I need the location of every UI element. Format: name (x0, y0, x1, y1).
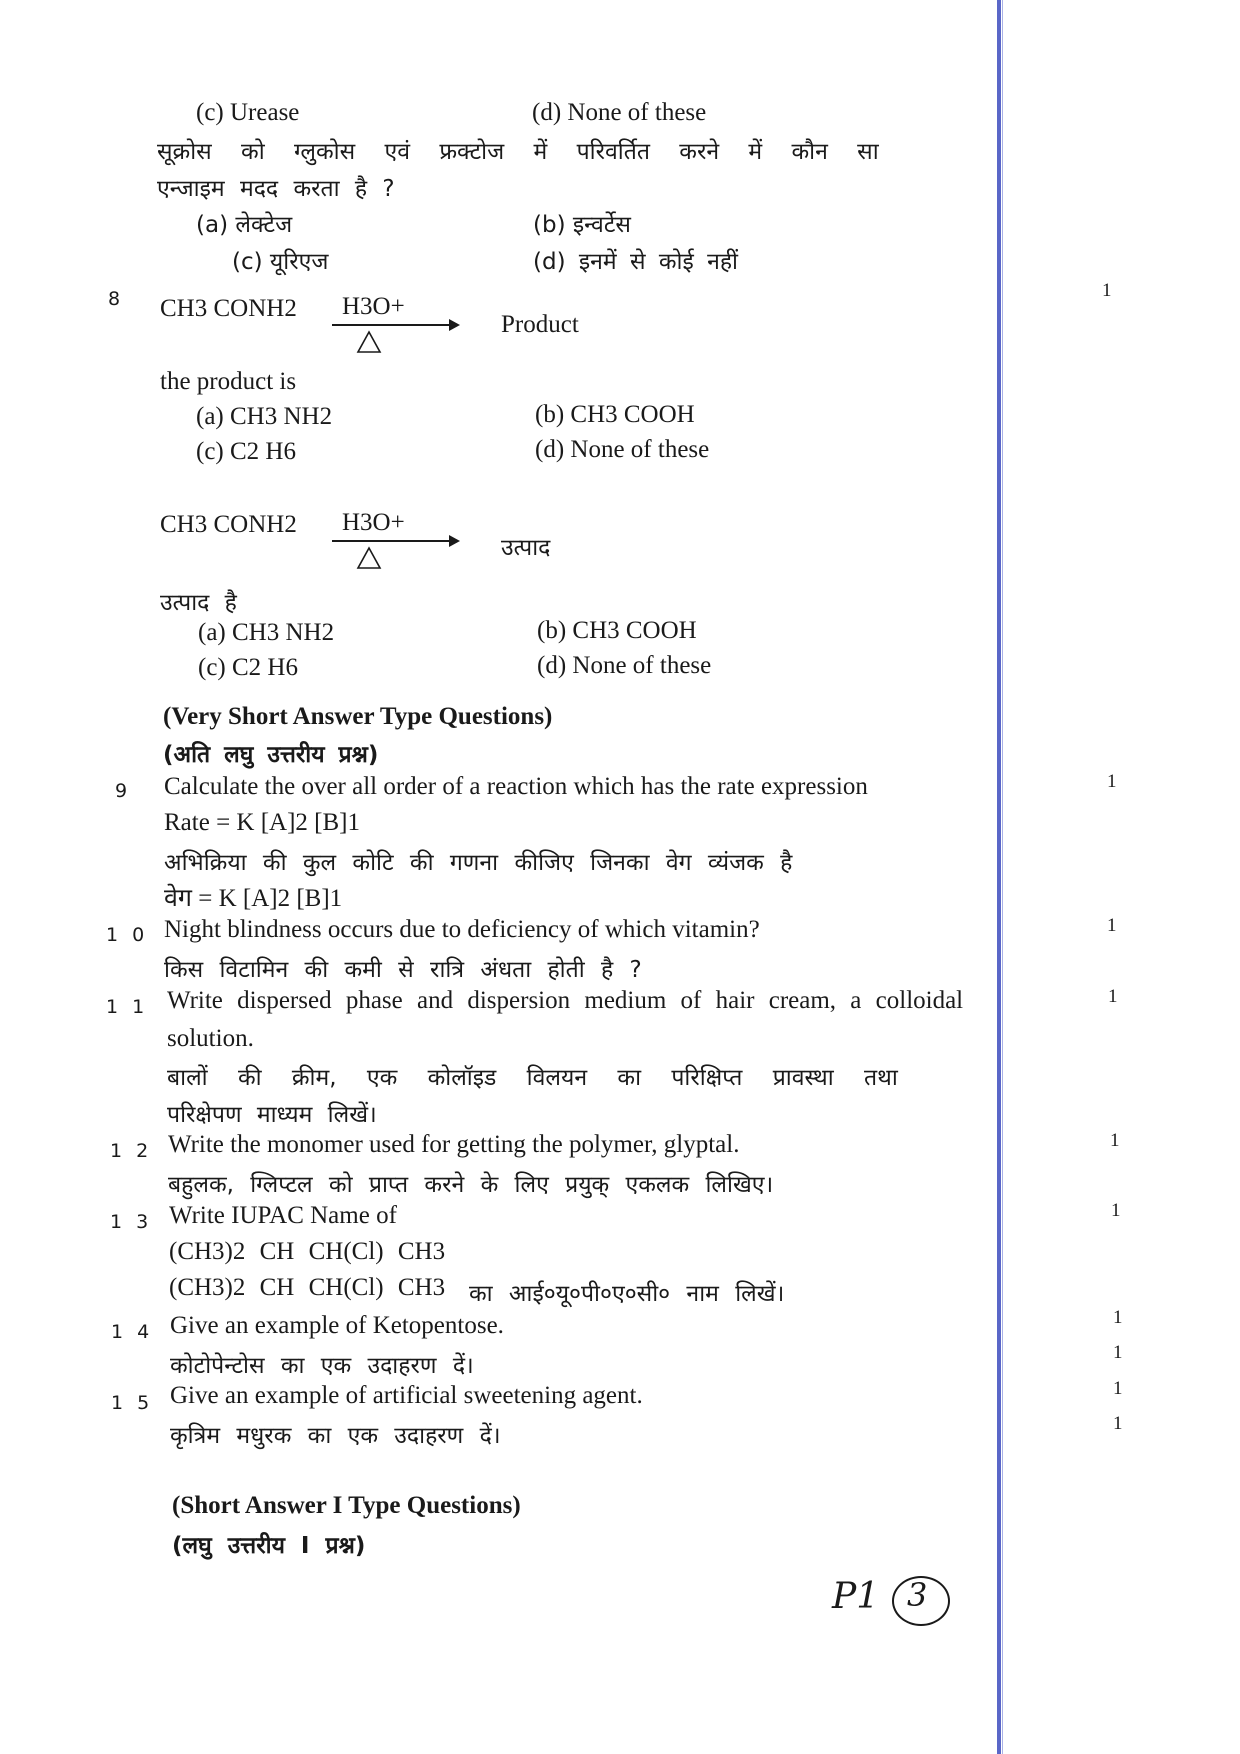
q10-text-en: Night blindness occurs due to deficiency of which vitamin? (164, 916, 760, 943)
reaction-arrow (332, 324, 458, 326)
q8-product-en: Product (501, 311, 579, 338)
q13-text-hi: का आई०यू०पी०ए०सी० नाम लिखें। (469, 1281, 785, 1307)
q8-stem-hi: उत्पाद है (160, 590, 237, 616)
q14-text-en: Give an example of Ketopentose. (170, 1312, 504, 1339)
q8-option-d-en: (d) None of these (535, 436, 710, 463)
q11-number: 1 1 (106, 996, 149, 1018)
q8-stem-en: the product is (160, 368, 297, 395)
q8-reactant-hi-version: CH3 CONH2 (160, 511, 297, 538)
q9-rate-hi: वेग = K [A]2 [B]1 (164, 885, 343, 912)
q8-number: 8 (108, 288, 125, 310)
q8-option-b-hi-version: (b) CH3 COOH (537, 617, 697, 644)
q14-text-hi: कोटोपेन्टोस का एक उदाहरण दें। (170, 1353, 474, 1379)
section-vsa-title-hi: (अति लघु उत्तरीय प्रश्न) (163, 742, 379, 768)
q8-option-a-hi-version: (a) CH3 NH2 (198, 619, 335, 646)
q12-number: 1 2 (110, 1140, 153, 1162)
margin-line-shadow (1002, 0, 1003, 1754)
q12-text-hi: बहुलक, ग्लिप्टल को प्राप्त करने के लिए प्रयुक् एकलक लिखिए। (168, 1172, 774, 1198)
q9-rate-en: Rate = K [A]2 [B]1 (164, 809, 360, 836)
q15-text-en: Give an example of artificial sweetening agent. (170, 1382, 643, 1409)
q7-option-b-hi: (b) इन्वर्टेस (533, 212, 631, 238)
q8-reactant: CH3 CONH2 (160, 295, 297, 322)
q11-text-en-line2: solution. (167, 1025, 254, 1052)
q8-option-c-hi-version: (c) C2 H6 (198, 654, 298, 681)
q8-option-a-en: (a) CH3 NH2 (196, 403, 333, 430)
q8-product-hi: उत्पाद (501, 535, 551, 561)
q7-option-c-hi: (c) यूरिएज (232, 249, 329, 275)
q11-text-en-line1: Write dispersed phase and dispersion medium of hair cream, a colloidal (167, 987, 964, 1014)
section-sa1-title-hi: (लघु उत्तरीय I प्रश्न) (172, 1533, 366, 1559)
q15-mark: 1 (1113, 1413, 1123, 1434)
q8-option-c-en: (c) C2 H6 (196, 438, 296, 465)
handwritten-initials: P1 (832, 1576, 880, 1617)
q14-mark: 1 (1113, 1307, 1123, 1328)
section-vsa-title-en: (Very Short Answer Type Questions) (163, 703, 553, 730)
q7-option-d-en: (d) None of these (532, 99, 707, 126)
q15-mark: 1 (1113, 1378, 1123, 1399)
q13-formula: (CH3)2 CH CH(Cl) CH3 (169, 1238, 446, 1265)
q7-option-a-hi: (a) लेक्टेज (196, 212, 293, 238)
q11-text-hi-line1: बालों की क्रीम, एक कोलॉइड विलयन का परिक्षिप्त प्रावस्था तथा (167, 1065, 898, 1091)
q12-mark: 1 (1110, 1130, 1120, 1151)
q11-mark: 1 (1108, 986, 1118, 1007)
q8-reagent-hi-version: H3O+ (342, 509, 405, 536)
q11-text-hi-line2: परिक्षेपण माध्यम लिखें। (167, 1102, 377, 1128)
reaction-arrow-hi-version (332, 540, 458, 542)
q7-question-hi-line2: एन्जाइम मदद करता है ? (157, 176, 395, 202)
margin-line (997, 0, 1001, 1754)
q9-text-hi: अभिक्रिया की कुल कोटि की गणना कीजिए जिनका वेग व्यंजक है (164, 850, 793, 876)
q9-text-en: Calculate the over all order of a reaction which has the rate expression (164, 773, 868, 800)
q8-reagent: H3O+ (342, 293, 405, 320)
handwritten-page-number: 3 (907, 1576, 928, 1614)
q13-text-en: Write IUPAC Name of (169, 1202, 397, 1229)
q7-option-c-en: (c) Urease (196, 99, 300, 126)
q13-mark: 1 (1111, 1200, 1121, 1221)
q7-question-hi-line1: सूक्रोस को ग्लुकोस एवं फ्रक्टोज में परिवर्तित करने में कौन सा (157, 139, 879, 165)
q8-option-b-en: (b) CH3 COOH (535, 401, 695, 428)
q10-text-hi: किस विटामिन की कमी से रात्रि अंधता होती है ? (164, 957, 642, 983)
q14-mark: 1 (1113, 1342, 1123, 1363)
q15-number: 1 5 (111, 1392, 154, 1414)
q10-number: 1 0 (106, 924, 149, 946)
q10-mark: 1 (1107, 915, 1117, 936)
q9-mark: 1 (1107, 771, 1117, 792)
q7-option-d-hi: (d) इनमें से कोई नहीं (533, 249, 738, 275)
q8-mark: 1 (1102, 280, 1112, 301)
section-sa1-title-en: (Short Answer I Type Questions) (172, 1492, 521, 1519)
q15-text-hi: कृत्रिम मधुरक का एक उदाहरण दें। (170, 1423, 501, 1449)
q13-formula-hi-version: (CH3)2 CH CH(Cl) CH3 (169, 1274, 446, 1301)
q9-number: 9 (115, 780, 132, 802)
q13-number: 1 3 (110, 1211, 153, 1233)
q14-number: 1 4 (111, 1321, 154, 1343)
q8-option-d-hi-version: (d) None of these (537, 652, 712, 679)
q12-text-en: Write the monomer used for getting the polymer, glyptal. (168, 1131, 740, 1158)
